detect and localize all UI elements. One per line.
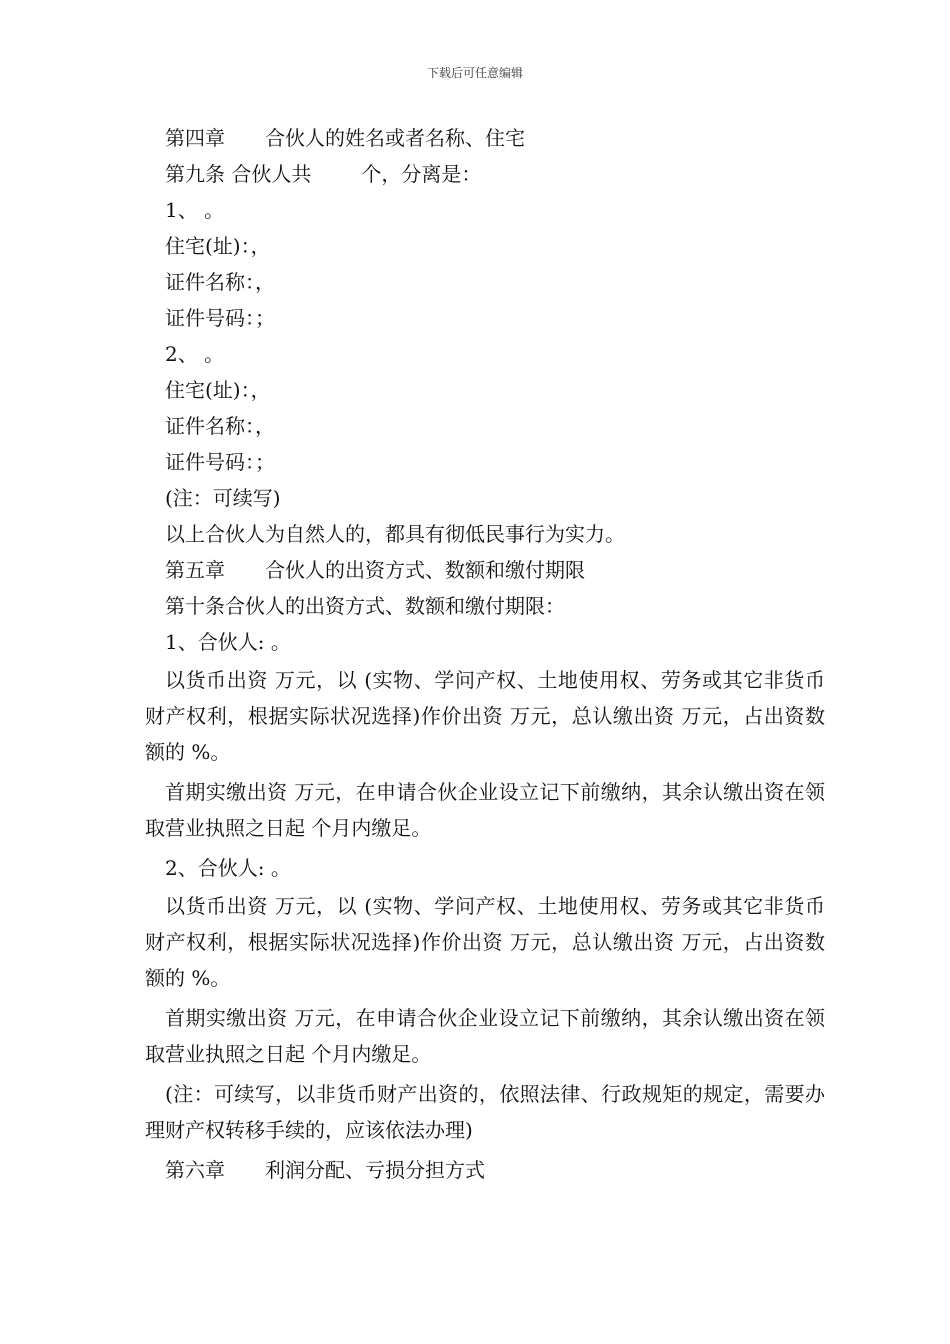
article-10: 第十条合伙人的出资方式、数额和缴付期限： <box>165 594 565 618</box>
note-continue: (注：可续写) <box>165 486 281 510</box>
partner-2-address: 住宅(址)：， <box>165 378 271 402</box>
partner-2-id-number: 证件号码：； <box>165 450 275 474</box>
chapter-6-number: 第六章 <box>165 1158 225 1182</box>
contribution-1-paragraph-1: 以货币出资 万元，以 (实物、学问产权、土地使用权、劳务或其它非货币财产权利，根据实际状况选择)作价出资 万元，总认缴出资 万元，占出资数额的 %。 <box>145 668 825 764</box>
partner-1-address: 住宅(址)：， <box>165 234 271 258</box>
article-9 <box>145 156 825 192</box>
partner-2-number: 2、 。 <box>165 342 225 366</box>
chapter-6-title: 利润分配、亏损分担方式 <box>265 1158 485 1182</box>
chapter-5-title: 合伙人的出资方式、数额和缴付期限 <box>265 558 585 582</box>
contribution-2-paragraph-1: 以货币出资 万元，以 (实物、学问产权、土地使用权、劳务或其它非货币财产权利，根据实际状况选择)作价出资 万元，总认缴出资 万元，占出资数额的 %。 <box>145 894 825 990</box>
partner-1-id-number: 证件号码：； <box>165 306 275 330</box>
chapter-4-number: 第四章 <box>165 126 225 150</box>
natural-person-statement: 以上合伙人为自然人的，都具有彻低民事行为实力。 <box>165 522 625 546</box>
article-9-part-b: 个，分离是： <box>361 162 482 186</box>
chapter-4-title: 合伙人的姓名或者名称、住宅 <box>265 126 525 150</box>
chapter-5-heading <box>145 552 825 588</box>
article-9-part-a: 第九条 合伙人共 <box>165 162 312 186</box>
page-header: 下载后可任意编辑 <box>426 66 523 80</box>
partner-1-number: 1、 。 <box>165 198 225 222</box>
contribution-1-title: 1、合伙人: 。 <box>165 630 291 654</box>
chapter-5-number: 第五章 <box>165 558 225 582</box>
note-non-monetary: (注：可续写，以非货币财产出资的，依照法律、行政规矩的规定，需要办理财产权转移手续的，应该依法办理) <box>145 1082 825 1142</box>
chapter-6-heading <box>145 1152 825 1188</box>
partner-1-id-name: 证件名称：， <box>165 270 275 294</box>
contribution-1-paragraph-2: 首期实缴出资 万元，在申请合伙企业设立记下前缴纳，其余认缴出资在领取营业执照之日起 个月内缴足。 <box>145 780 825 840</box>
contribution-2-paragraph-2: 首期实缴出资 万元，在申请合伙企业设立记下前缴纳，其余认缴出资在领取营业执照之日起 个月内缴足。 <box>145 1006 825 1066</box>
contribution-2-title: 2、合伙人: 。 <box>165 856 291 880</box>
document-body <box>145 120 825 1188</box>
partner-2-id-name: 证件名称：， <box>165 414 275 438</box>
chapter-4-heading <box>145 120 825 156</box>
